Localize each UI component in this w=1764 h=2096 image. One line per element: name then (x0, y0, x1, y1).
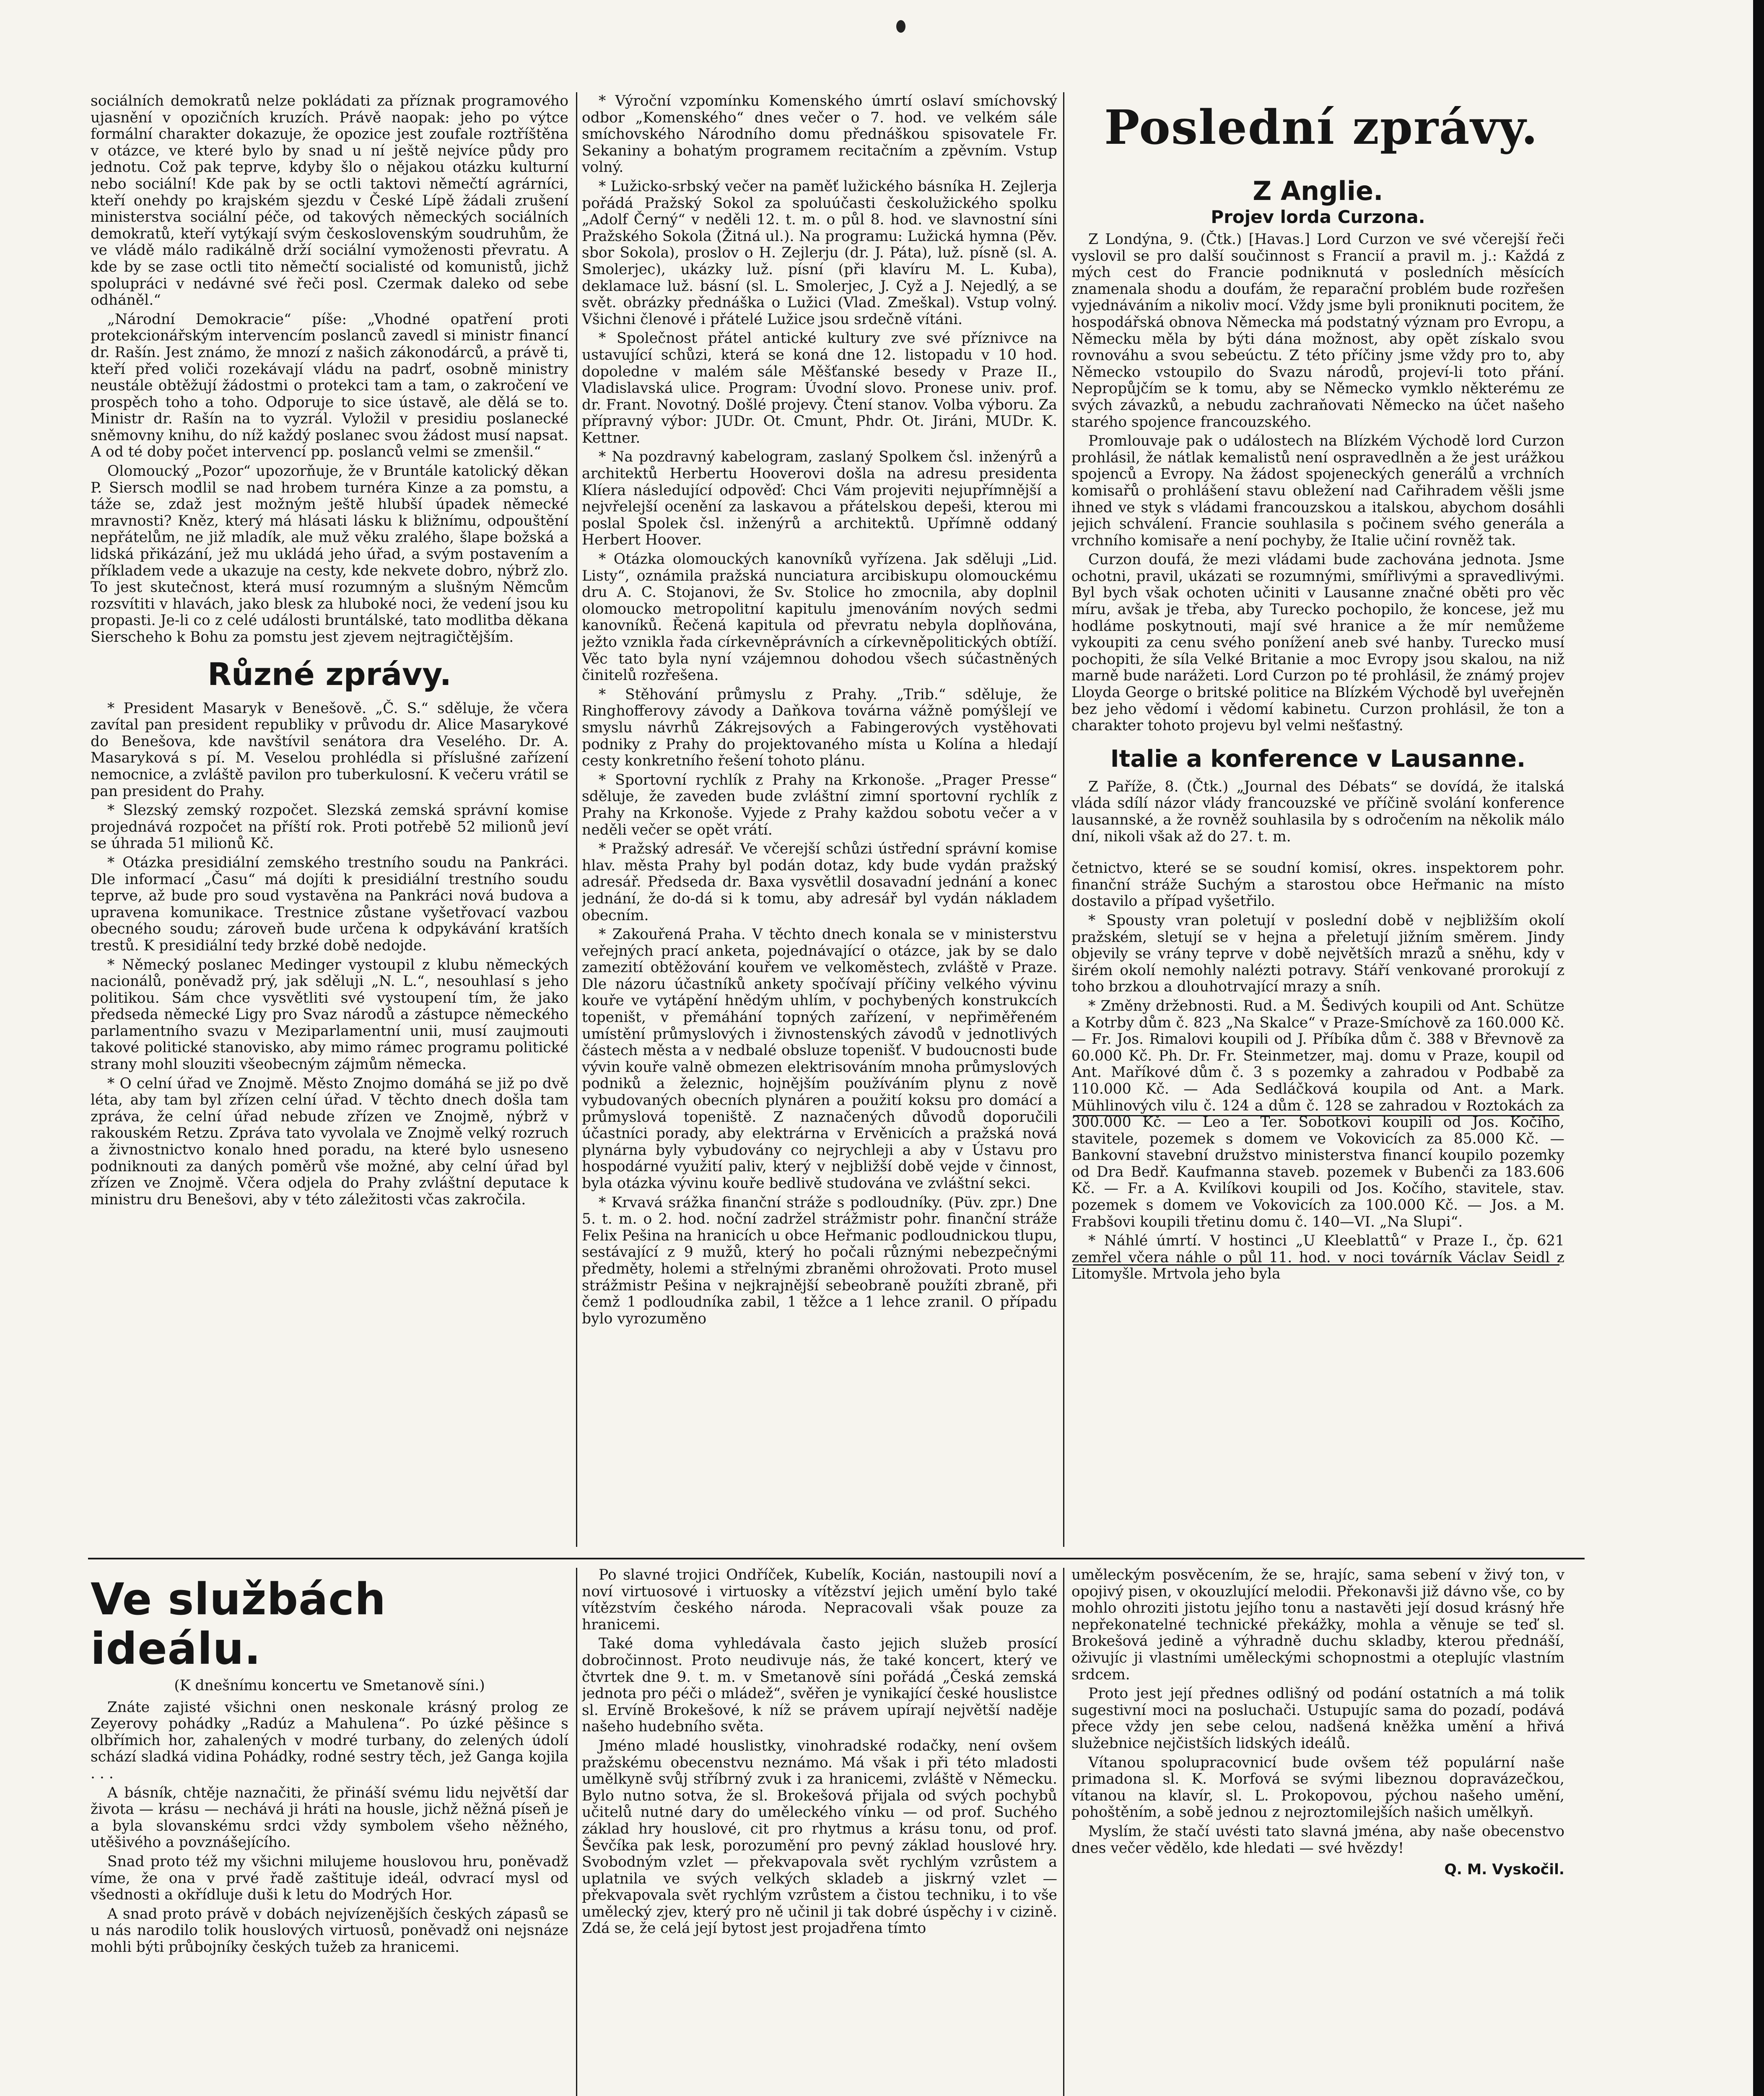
feature-paragraph: Také doma vyhledávala často jejich služeb prosící dobročinnost. Proto neudivuje nás, že také koncert, který ve čtvrtek dne 9. t. m. v Smetanově síni pořádá „Česká zemská jednota pro péči o mládež“, svěřen je vynikající české houslistce sl. Ervíně Brokešové, k níž se právem upírají největší naděje našeho hudebního světa. (582, 1635, 1057, 1735)
col1-paragraph: Olomoucký „Pozor“ upozorňuje, že v Bruntále katolický děkan P. Siersch modlil se nad hrobem turnéra Kinze a za pomstu, a táže se, zdaž jest možným ještě hlubší úpadek německé mravnosti? Kněz, který má hlásati lásku k bližnímu, odpouštění nepřátelům, ne již mladík, ale muž věku zralého, šlape božská a lidská přikázání, jež mu ukládá jeho úřad, a svým postavením a příkladem vede a ukazuje na cesty, kde nekvete dobro, nýbrž zlo. To jest skutečnost, která musí rozumným a slušným Němcům rozsvítiti v hlavách, jako blesk za hluboké noci, že vedení jsou ku propasti. Je-li co z celé události bruntálské, tato modlitba děkana Sierscheho k Bohu za pomstu jest zjevem nejtragičtějším. (91, 463, 568, 646)
column-rule-bottom-2 (1063, 1568, 1064, 2096)
news-item: * Společnost přátel antické kultury zve své příznivce na ustavující schůzi, která se koná dne 12. listopadu v 10 hod. dopoledne v malém sále Měšťanské besedy v Praze II., Vladislavská ulice. Program: Úvodní slovo. Pronese univ. prof. dr. Frant. Novotný. Došlé projevy. Čtení stanov. Volba výboru. Za přípravný výbor: JUDr. Ot. Cmunt, Phdr. Ot. Jiráni, MUDr. K. Kettner. (582, 330, 1057, 446)
news-paragraph: Z Londýna, 9. (Čtk.) [Havas.] Lord Curzon ve své včerejší řeči vyslovil se pro další součinnost s Francií a pravil m. j.: Každá z mých cest do Francie podniknutá v posledních měsících znamenala shodu a doufám, že reparační problém bude rozřešen vyjednáváním a nikoliv mocí. Vždy jsme byli proniknuti pocitem, že hospodářská obnova Německa má podstatný význam pro Evropu, a Německu měla by býti dána možnost, aby opět získalo svou rovnováhu a svou sebeúctu. Z této příčiny jsme vždy pro to, aby Německo vstoupilo do Svazu národů, projeví-li toto přání. Nepropůjčím se k tomu, aby se Německo vymklo některému ze svých závazků, a nebudu zachraňovati Německo na účet našeho starého spojence francouzského. (1071, 231, 1564, 431)
column-rule-2 (1063, 92, 1064, 1547)
news-paragraph: Curzon doufá, že mezi vládami bude zachována jednota. Jsme ochotni, pravil, ukázati se rozumnými, smířlivými a spravedlivými. Byl bych však ochoten učiniti v Lausanne značné oběti pro věc míru, avšak je třeba, aby Turecko pochopilo, že koncese, jež mu hodláme poskytnouti, mají své hranice a že mír nemůžeme vykoupiti za cenu svého ponížení aneb své hanby. Turecko musí pochopiti, že síla Velké Britanie a moc Evropy jsou skalou, na niž marně bude narážeti. Lord Curzon po té prohlásil, že známý projev Lloyda George o britské politice na Blízkém Východě byl uveřejněn bez jeho vědomí i vědomí kabinetu. Curzon prohlásil, že ton a charakter tohoto projevu byl velmi nešťastný. (1071, 551, 1564, 734)
col1-paragraph: „Národní Demokracie“ píše: „Vhodné opatření proti protekcionářským intervencím poslanců zavedl si ministr financí dr. Rašín. Jest známo, že mnozí z našich zákonodárců, a právě ti, kteří před voliči rozekávají vládu na padrť, osobně ministry neustále obtěžují žádostmi o protekci tam a tam, o zakročení ve prospěch toho a toho. Odporuje to sice ústavě, ale dělá se to. Ministr dr. Rašín na to vyzrál. Vyložil v presidiu poslanecké sněmovny knihu, do níž každý poslanec svou žádost musí napsat. A od té doby počet intervencí pp. poslanců velmi se zmenšil.“ (91, 311, 568, 461)
news-item: * Spousty vran poletují v poslední době v nejbližším okolí pražském, sletují se v hejna a přeletují jižním směrem. Jindy objevily se vrány teprve v době největších mrazů a sněhu, kdy v širém okolí nemohly nalézti potravy. Stáří venkované prorokují z toho brzkou a dlouhotrvající mrazy a sníh. (1071, 912, 1564, 996)
page-mark (896, 20, 905, 33)
headline-italie-lausanne: Italie a konference v Lausanne. (1110, 745, 1526, 773)
section-rule (88, 1558, 1585, 1559)
column-2 (582, 93, 1057, 1548)
feature-signature: Q. M. Vyskočil. (1444, 1861, 1564, 1878)
masthead-box (1070, 96, 1573, 184)
news-item: * Slezský zemský rozpočet. Slezská zemská správní komise projednává rozpočet na příští rok. Proti potřebě 52 milionů jeví se úhrada 51 milionů Kč. (91, 802, 568, 852)
news-paragraph: Promlouvaje pak o událostech na Blízkém Východě lord Curzon prohlásil, že nátlak kemalistů není ospravedlněn a že jest urážkou spojenců a Evropy. Na žádost spojeneckých generálů a vrchních komisařů o prohlášení stavu obležení nad Cařihradem věšli jsme ihned ve styk s vládami francouzskou a italskou, abychom dosáhli jejich schválení. Francie souhlasila s počinem svého generála a vrchního komisaře a není pochyby, že Italie učiní rovněž tak. (1071, 433, 1564, 549)
news-item: * Změny držebnosti. Rud. a M. Šedivých koupili od Ant. Schütze a Kotrby dům č. 823 „Na Skalce“ v Praze-Smíchově za 160.000 Kč. — Fr. Jos. Rimalovi koupili od J. Příbíka dům č. 388 v Břevnově za 60.000 Kč. Ph. Dr. Fr. Steinmetzer, maj. domu v Praze, koupil od Ant. Maříkové dům č. 3 s pozemky a zahradou v Podbabě za 110.000 Kč. — Ada Sedláčková koupila od Ant. a Mark. Mühlinových vilu č. 124 a dům č. 128 se zahradou v Roztokách za 300.000 Kč. — Leo a Ter. Sobotkovi koupili od Jos. Kočího, stavitele, pozemek s domem ve Vokovicích za 85.000 Kč. — Bankovní stavební družstvo ministerstva financí koupilo pozemky od Dra Bedř. Kaufmanna staveb. pozemek v Bubenči za 183.606 Kč. — Fr. a A. Kvilíkovi koupili od Jos. Kočího, stavitele, stav. pozemek s domem ve Vokovicích za 100.000 Kč. — Jos. a M. Frabšovi koupili třetinu domu č. 140—VI. „Na Slupi“. (1071, 997, 1564, 1230)
news-paragraph: četnictvo, které se se soudní komisí, okres. inspektorem pohr. finanční stráže Suchým a starostou obce Heřmanic na místo dostavilo a případ vyšetřilo. (1071, 860, 1564, 910)
feature-left-column (91, 1567, 568, 2096)
news-item: * Stěhování průmyslu z Prahy. „Trib.“ sděluje, že Ringhofferovy závody a Daňkova továrna vážně pomýšlejí ve smyslu návrhů Zákrejsových a Fabingerových vystěhovati podniky z Prahy do projektovaného místa u Kolína a hledají cesty konkretního řešení tohoto plánu. (582, 686, 1057, 770)
col1-paragraph: sociálních demokratů nelze pokládati za příznak programového ujasnění v opozičních kruzích. Právě naopak: jeho po výtce formální charakter dokazuje, že opozice jest zoufale roztříštěna v otázce, ve které bylo by snad u ní ještě nejvíce půdy pro jednotu. Což pak teprve, kdyby šlo o nějakou otázku kulturní nebo sociální! Kde pak by se octli taktovi němečtí agrárníci, kteří onehdy po krajském sjezdu v České Lípě žádali zrušení ministerstva sociální péče, od takových německých sociálních demokratů, kteří vytýkají svým československým soudruhům, že ve vládě málo radikálně drží sociální vymoženosti převratu. A kde by se zase octli tito němečtí socialisté od komunistů, jichž spolupráci v nedávné své řeči posl. Czermak daleko od sebe odháněl.“ (91, 93, 568, 309)
news-item: * Na pozdravný kabelogram, zaslaný Spolkem čsl. inženýrů a architektů Herbertu Hooverovi došla na adresu presidenta Klíera následující odpověď: Chci Vám projeviti nejupřímnější a nejvřelejší ocenění za laskavou a přátelskou depeši, kterou mi poslal Spolek čsl. inženýrů a architektů. Upřímně oddaný Herbert Hoover. (582, 449, 1057, 549)
news-item: * Náhlé úmrtí. V hostinci „U Kleeblattů“ v Praze I., čp. 621 zemřel včera náhle o půl 11. hod. v noci továrník Václav Seidl z Litomyšle. Mrtvola jeho byla (1071, 1232, 1564, 1283)
feature-paragraph: Znáte zajisté všichni onen neskonale krásný prolog ze Zeyerovy pohádky „Radúz a Mahulena“. Po úzké pěšince s olbřímich hor, zahalených v modré turbany, do zelených údolí schází sladká vidina Pohádky, rodné sestry těch, jež Ganga kojila . . . (91, 1699, 568, 1782)
column-3 (1071, 173, 1564, 1548)
news-paragraph: Z Paříže, 8. (Čtk.) „Journal des Débats“ se dovídá, že italská vláda sdílí názor vlády francouzské ve příčině svolání konference lausannské, a že rovněž souhlasila by s odročením na několik málo dní, nikoli však až do 27. t. m. (1071, 778, 1564, 845)
feature-right-column (1071, 1567, 1564, 2096)
headline-z-anglie: Z Anglie. (1253, 176, 1383, 206)
feature-paragraph: Myslím, že stačí uvésti tato slavná jména, aby naše obecenstvo dnes večer vědělo, kde hledati — své hvězdy! (1071, 1823, 1564, 1857)
column-rule-bottom-1 (576, 1568, 577, 2096)
news-item: * Výroční vzpomínku Komenského úmrtí oslaví smíchovský odbor „Komenského“ dnes večer o 7. hod. ve velkém sále smíchovského Národního domu přednáškou spisovatele Fr. Sekaniny a bohatým programem recitačním a zpěvním. Vstup volný. (582, 93, 1057, 176)
masthead-posledni-zpravy: Poslední zprávy. (1104, 100, 1538, 155)
news-item: * Pražský adresář. Ve včerejší schůzi ústřední správní komise hlav. města Prahy byl podán dotaz, kdy bude vydán pražský adresář. Předseda dr. Baxa vysvětlil dosavadní jednání a konec jednání, že do-dá si k tomu, aby adresář byl vydán nákladem obecním. (582, 840, 1057, 924)
column-1 (91, 93, 568, 1548)
feature-paragraph: uměleckým posvěcením, že se, hrajíc, sama sebení v živý ton, v opojivý pisen, v okouzlující melodii. Překonavši již dávno vše, co by mohlo ohroziti jistotu jejího tonu a nastavěti její dosud krásný hře nepřekonatelné technické překážky, mohla a věnuje se teď sl. Brokešová jedině a výhradně duchu skladby, kterou přednáší, oživujíc ji vlastními uměleckými schopnostmi a oteplujíc vlastním srdcem. (1071, 1567, 1564, 1683)
news-item: * Zakouřená Praha. V těchto dnech konala se v ministerstvu veřejných prací anketa, pojednávající o otázce, jak by se dalo zamezití obtěžování kouřem ve velkoměstech, zvláště v Praze. Dle názoru účastníků ankety spočívají příčiny velkého vývinu kouře ve vytápění hnědým uhlím, v pochybených konstrukcích topeništ, v přemáhání topných zařízení, v nepřiměřeném umístění průmyslových i živnostenských závodů v jednotlivých částech města a v nedbalé obsluze topenišť. V budoucnosti bude vývin kouře valně obmezen elektrisováním mnoha průmyslových podniků a železnic, hojnějším používáním plynu z nově vybudovaných obecních plynáren a použití koksu pro domácí a průmyslová topeniště. Z naznačených důvodů doporučili účastníci porady, aby elektrárna v Ervěnicích a pražská nová plynárna byly vybudovány co nejrychleji a aby v Ústavu pro hospodárné využití paliv, který v nejbližší době vejde v činnost, byla otázka vývinu kouře bedlivě studována ve zvláštní sekci. (582, 926, 1057, 1192)
news-item: * Německý poslanec Medinger vystoupil z klubu německých nacionálů, poněvadž prý, jak sděluji „N. L.“, nesouhlasí s jeho politikou. Sám chce vysvětliti své vystoupení tím, že jako předseda německé Ligy pro Svaz národů a zástupce německého parlamentního svazu v Meziparlamentní unii, musí zaujmouti takové politické stanovisko, aby mimo rámec programu politické strany mohl slouziti všeobecným zájmům německa. (91, 956, 568, 1073)
feature-paragraph: Vítanou spolupracovnicí bude ovšem též populární naše primadona sl. K. Morfová se svými libeznou dopravázečkou, vítanou na klavír, sl. L. Prokopovou, pýchou našeho umění, pohoštěním, a sobě jednou z nejroztomilejších našich umělkyň. (1071, 1754, 1564, 1821)
feature-paragraph: Snad proto též my všichni milujeme houslovou hru, poněvadž víme, že ona v prvé řadě zaštituje ideál, odvrací mysl od všednosti a okřídluje duši k letu do Modrých Hor. (91, 1853, 568, 1904)
feature-paragraph: Jméno mladé houslistky, vinohradské rodačky, není ovšem pražskému obecenstvu neznámo. Má však i při této mladosti umělkyně svůj stříbrný zvuk i za hranicemi, zvláště v Německu. Bylo nutno sotva, že sl. Brokešová přijala od svých pochybů učitelů nutné dary do uměleckého vínku — od prof. Suchého základ hry houslové, cit pro rhytmus a krásu tonu, od prof. Ševčíka pak lesk, porozumění pro pevný základ houslové hry. Svobodným vzlet — překvapovala svět rychlým vzrůstem a uplatnila ve svých velkých skladeb a jiskrný vzlet — překvapovala svět rychlým vzrůstem a čistou techniku, i to vše umělecký zjev, který pro ně učinil ji tak dobré úspěchy i v cizině. Zdá se, že celá její bytost jest projadřena tímto (582, 1737, 1057, 1937)
feature-middle-column (582, 1567, 1057, 2096)
feature-paragraph: A básník, chtěje naznačiti, že přináší svému lidu největší dar života — krásu — nechává ji hráti na housle, jichž něžná píseň je a byla slovanskému srdci vždy symbolem všeho něžného, utěšivého a povznášejícího. (91, 1784, 568, 1851)
feature-paragraph: Po slavné trojici Ondříček, Kubelík, Kocián, nastoupili noví a noví virtuosové i virtuosky a vítězství jejich umění bylo také vítězstvím českého národa. Nepracovali však pouze za hranicemi. (582, 1567, 1057, 1633)
column-rule-1 (576, 92, 577, 1547)
subheadline-projev-curzona: Projev lorda Curzona. (1211, 207, 1425, 227)
feature-title: Ve službách ideálu. (91, 1574, 386, 1674)
feature-paragraph: A snad proto právě v dobách nejvízenějších českých zápasů se u nás narodilo tolik houslových virtuosů, poněvadž oni nejsnáze mohli býti průbojníky českých tužeb za hranicemi. (91, 1905, 568, 1956)
col1-top-articles (91, 93, 568, 646)
sheet-edge (1753, 0, 1764, 2096)
feature-paragraph: Proto jest její přednes odlišný od podání ostatních a má tolik sugestivní moci na posluchači. Ustupujíc sama do pozadí, podává přece vždy jen sebe celou, nadšená kněžka umění a hřivá služebnice nejčistších lidských ideálů. (1071, 1685, 1564, 1752)
col1-bottom-articles (91, 700, 568, 1209)
news-item: * Otázka olomouckých kanovníků vyřízena. Jak sděluji „Lid. Listy“, oznámila pražská nunciatura arcibiskupu olomouckému dru A. C. Stojanovi, že Sv. Stolice ho zmocnila, aby doplnil olomoucko metropolitní kapitulu jmenováním nových sedmi kanovníků. Řečená kapitula od převratu nebyla doplňována, ježto vznikla řada církevněprávních a církevněpolitických obtíží. Věc tato byla nyní vzájemnou dohodou všech súčastněných činitelů rozřešena. (582, 551, 1057, 684)
news-item: * Krvavá srážka finanční stráže s podloudníky. (Püv. zpr.) Dne 5. t. m. o 2. hod. noční zadržel strážmistr pohr. finanční stráže Felix Pešina na hranicích u obce Heřmanic podloudnickou tlupu, sestávající z 9 mužů, který ho počali různými nebezpečnými předměty, holemi a střelnými zbraněmi ohrožovati. Proto musel strážmistr Pešina v nejkrajnější sebeobraně použíti zbraně, při čemž 1 podloudníka zabil, 1 těžce a 1 lehce zranil. O případu bylo vyrozuměno (582, 1194, 1057, 1327)
news-item: * Sportovní rychlík z Prahy na Krkonoše. „Prager Presse“ sděluje, že zaveden bude zvláštní zimní sportovní rychlík z Prahy na Krkonoše. Vyjede z Prahy každou sobotu večer a v neděli večer se opět vrátí. (582, 771, 1057, 838)
feature-subtitle: (K dnešnímu koncertu ve Smetanově síni.) (174, 1677, 485, 1694)
news-item: * O celní úřad ve Znojmě. Město Znojmo domáhá se již po dvě léta, aby tam byl zřízen celní úřad. V těchto dnech došla tam zpráva, že celní úřad nebude zřízen ve Znojmě, nýbrž v rakouském Retzu. Zpráva tato vyvolala ve Znojmě velký rozruch a živnostnictvo konalo hned poradu, na které bylo usneseno podniknouti za daných poměrů vše možné, aby celní úřad byl zřízen ve Znojmě. Včera odjela do Prahy zvláštní deputace k ministru dru Benešovi, aby v této záležitosti včas zakročila. (91, 1075, 568, 1208)
news-item: * Otázka presidiální zemského trestního soudu na Pankráci. Dle informací „Času“ má dojíti k presidiální trestního soudu teprve, až bude pro soud vystavěna na Pankráci nová budova a upravena komunikace. Trestnice zůstane vyšetřovací vazbou obecného soudu; zároveň bude určena k odpykávání kratších trestů. K presidiální tedy brzké době nedojde. (91, 854, 568, 954)
section-title-ruzne-zpravy: Různé zprávy. (208, 656, 451, 693)
news-item: * Lužicko-srbský večer na paměť lužického básníka H. Zejlerja pořádá Pražský Sokol za spoluúčasti českolužického spolku „Adolf Černý“ v neděli 12. t. m. o půl 8. hod. ve slavnostní síni Pražského Sokola (Žitná ul.). Na programu: Lužická hymna (Pěv. sbor Sokola), proslov o H. Zejlerju (dr. J. Páta), luž. písně (sl. A. Smolerjec), ukázky luž. písní (při klavíru M. L. Kuba), deklamace luž. básní (sl. L. Smolerjec, J. Cyž a J. Nejedlý, a se svět. obrázky přednáška o Lužici (Vlad. Zmeškal). Vstup volný. Všichni členové i přátelé Lužice jsou srdečně vítáni. (582, 178, 1057, 328)
news-item: * President Masaryk v Benešově. „Č. S.“ sděluje, že včera zavítal pan president republiky v průvodu dr. Alice Masarykové do Benešova, kde navštívil senátora dra Veselého. Dr. A. Masaryková s pí. M. Veselou prohlédla si příslušné zařízení nemocnice, a zvláště pavilon pro tuberkulosní. K večeru vrátil se pan president do Prahy. (91, 700, 568, 800)
